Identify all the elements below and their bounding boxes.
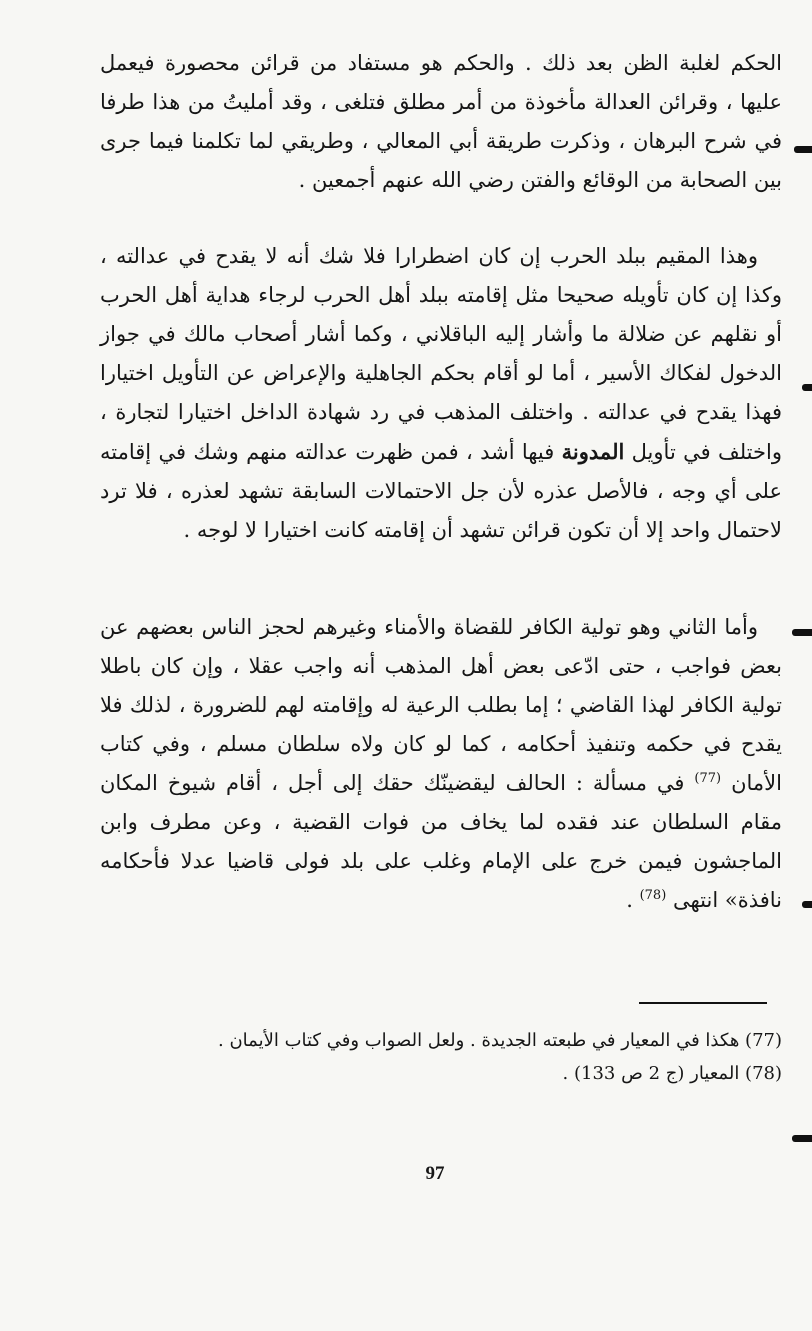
mudawwana-term: المدونة xyxy=(561,439,625,464)
paragraph-3-part-a: وأما الثاني وهو تولية الكافر للقضاة والأمناء وغيرهم لحجز الناس بعضهم عن بعض فواجب ، حتى ادّعى بعض أهل المذهب أنه واجب عقلا ، وإن كان باطلا تولية الكافر لهذا القاضي ؛ إما بطلب الرعية له وإقامته لهم للضرورة ، لذلك فلا يقدح في حكمه وتنفيذ أحكامه ، كما لو كان ولاه سلطان مسلم ، وفي كتاب الأمان xyxy=(100,615,782,795)
footnote-ref-78: (78) xyxy=(639,888,667,903)
footnote-ref-77: (77) xyxy=(694,771,722,786)
footnotes xyxy=(100,1024,782,1090)
edge-mark xyxy=(802,901,812,908)
paragraph-2 xyxy=(100,237,782,550)
paragraph-3-part-b: في مسألة : الحالف ليقضينّك حقك إلى أجل ، أقام شيوخ المكان مقام السلطان عند فقده لما يخاف من فوات القضية ، وعن مطرف وابن الماجشون فيمن خرج على الإمام وغلب على بلد فولى قاضيا عدلا فأحكامه نافذة» انتهى xyxy=(100,771,782,912)
edge-mark xyxy=(802,384,812,391)
page-number: 97 xyxy=(425,1163,445,1184)
paragraph-1-text: الحكم لغلبة الظن بعد ذلك . والحكم هو مستفاد من قرائن محصورة فيعمل عليها ، وقرائن العدالة مأخوذة من أمر مطلق فتلغى ، وقد أمليتُ من هذا طرفا في شرح البرهان ، وذكرت طريقة أبي المعالي ، وطريقي لما تكلمنا فيما جرى بين الصحابة من الوقائع والفتن رضي الله عنهم أجمعين . xyxy=(100,51,782,192)
paragraph-1 xyxy=(100,44,782,200)
edge-mark xyxy=(794,146,812,153)
footnote-78: (78) المعيار (ج 2 ص 133) . xyxy=(562,1063,782,1084)
edge-mark xyxy=(792,629,812,636)
paragraph-3 xyxy=(100,608,782,920)
paragraph-2-part-a: وهذا المقيم ببلد الحرب إن كان اضطرارا فلا شك أنه لا يقدح في عدالته ، وكذا إن كان تأويله صحيحا مثل إقامته ببلد أهل الحرب لرجاء هداية أهل الحرب أو نقلهم عن ضلالة ما وأشار إليه الباقلاني ، وكما أشار أصحاب مالك في جواز الدخول لفكاك الأسير ، أما لو أقام بحكم الجاهلية والإعراض عن التأويل اختيارا فهذا يقدح في عدالته . واختلف المذهب في رد شهادة الداخل اختيارا لتجارة ، واختلف في تأويل xyxy=(100,244,782,464)
paragraph-3-end: . xyxy=(626,888,633,912)
paragraph-3-text xyxy=(100,608,782,920)
footnote-divider xyxy=(639,1002,767,1004)
edge-mark xyxy=(792,1135,812,1142)
paragraph-2-text xyxy=(100,237,782,550)
paragraph-2-part-b: فيها أشد ، فمن ظهرت عدالته منهم وشك في إقامته على أي وجه ، فالأصل عذره لأن جل الاحتمالات السابقة تشهد لعذره ، فلا ترد لاحتمال واحد إلا أن تكون قرائن تشهد أن إقامته كانت اختيارا لا لوجه . xyxy=(100,440,782,542)
footnote-77: (77) هكذا في المعيار في طبعته الجديدة . ولعل الصواب وفي كتاب الأيمان . xyxy=(218,1030,782,1051)
